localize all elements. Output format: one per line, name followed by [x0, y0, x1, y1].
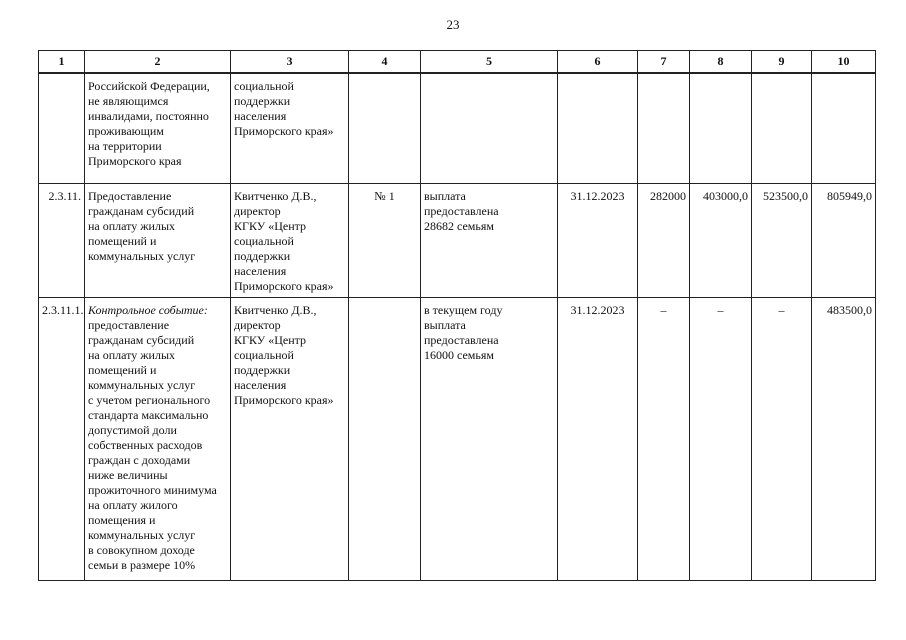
value-col-7: –: [638, 298, 690, 581]
responsible-person: Квитченко Д.В., директор КГКУ «Центр социальной поддержки населения Приморского края»: [231, 298, 349, 581]
deadline-date: [558, 73, 638, 184]
value-col-7: [638, 73, 690, 184]
expected-result: в текущем году выплата предоставлена 16000 семьям: [421, 298, 558, 581]
table-row: [39, 73, 876, 184]
reference: [349, 73, 421, 184]
column-header: 10: [812, 51, 876, 74]
column-header: 9: [752, 51, 812, 74]
value-col-7: 282000: [638, 184, 690, 298]
event-name: Предоставление гражданам субсидий на оплату жилых помещений и коммунальных услуг: [85, 184, 231, 298]
responsible-person: Квитченко Д.В., директор КГКУ «Центр социальной поддержки населения Приморского края»: [231, 184, 349, 298]
table-row: [39, 298, 876, 581]
value-col-10: 805949,0: [812, 184, 876, 298]
column-header: 8: [690, 51, 752, 74]
plan-table: [38, 50, 876, 581]
expected-result: выплата предоставлена 28682 семьям: [421, 184, 558, 298]
value-col-9: 523500,0: [752, 184, 812, 298]
value-col-10: [812, 73, 876, 184]
value-col-10: 483500,0: [812, 298, 876, 581]
row-number: [39, 73, 85, 184]
event-name: Российской Федерации, не являющимся инвалидами, постоянно проживающим на территории Приморского края: [85, 73, 231, 184]
event-name: предоставление гражданам субсидий на оплату жилых помещений и коммунальных услуг с учетом регионального стандарта максимально допустимой доли собственных расходов граждан с доходами ниже величины прожиточного минимума на оплату жилого помещения и коммунальных услуг в совокупном доходе семьи в размере 10%: [88, 318, 217, 572]
deadline-date: 31.12.2023: [558, 184, 638, 298]
column-header: 4: [349, 51, 421, 74]
row-number: 2.3.11.: [39, 184, 85, 298]
page-number: 23: [446, 17, 460, 32]
responsible-person: социальной поддержки населения Приморского края»: [231, 73, 349, 184]
value-col-8: –: [690, 298, 752, 581]
expected-result: [421, 73, 558, 184]
value-col-9: [752, 73, 812, 184]
value-col-9: –: [752, 298, 812, 581]
control-event-label: Контрольное событие:: [88, 303, 208, 317]
value-col-8: 403000,0: [690, 184, 752, 298]
column-header: 2: [85, 51, 231, 74]
table-header-row: [39, 51, 876, 74]
event-name-cell: [85, 298, 231, 581]
deadline-date: 31.12.2023: [558, 298, 638, 581]
reference: [349, 298, 421, 581]
column-header: 3: [231, 51, 349, 74]
column-header: 7: [638, 51, 690, 74]
column-header: 6: [558, 51, 638, 74]
column-header: 5: [421, 51, 558, 74]
value-col-8: [690, 73, 752, 184]
reference: № 1: [349, 184, 421, 298]
column-header: 1: [39, 51, 85, 74]
table-row: [39, 184, 876, 298]
row-number: 2.3.11.1.: [39, 298, 85, 581]
